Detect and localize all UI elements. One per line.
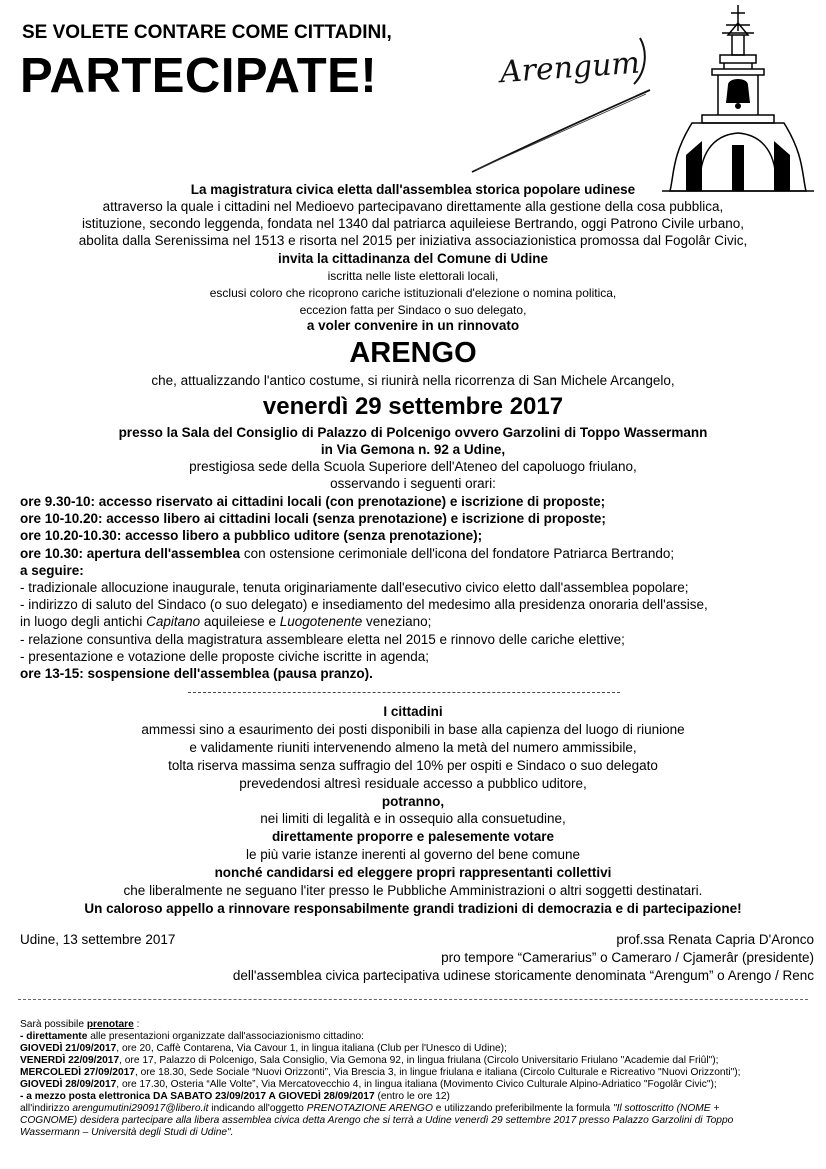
footer-text: e utilizzando preferibilmente la formula <box>432 1103 613 1114</box>
body-line: I cittadini <box>383 704 443 719</box>
schedule-text: in luogo degli antichi <box>20 614 147 629</box>
signatory-role: pro tempore “Camerarius” o Cameraro / Cjamerâr (presidente) <box>441 950 814 965</box>
venue-line: osservando i seguenti orari: <box>330 476 496 491</box>
body-line: Un caloroso appello a rinnovare responsabilmente grandi tradizioni di democrazia e di partecipazione! <box>84 901 742 916</box>
body-line: potranno, <box>381 794 445 809</box>
footer-line: COGNOME) desidera partecipare alla libera assemblea civica detta Arengo che si terrà a Udine venerdì 29 settembre 2017 presso Palazzo Garzolini di Toppo <box>20 1115 734 1126</box>
intro-line: istituzione, secondo leggenda, fondata nel 1340 dal patriarca aquileiese Bertrando, oggi Patrono Civile urbano, <box>82 216 744 231</box>
event-title: ARENGO <box>349 337 477 369</box>
body-line: tolta riserva massima senza suffragio del 10% per ospiti e Sindaco o suo delegato <box>168 758 658 773</box>
schedule-item <box>20 614 431 630</box>
footer-line: Wassermann – Università degli Studi di Udine". <box>20 1127 234 1138</box>
headline-small: SE VOLETE CONTARE COME CITTADINI, <box>22 22 392 43</box>
intro-line: eccezion fatta per Sindaco o suo delegato, <box>299 303 527 317</box>
footer-text: , ore 17, Palazzo di Polcenigo, Sala Consiglio, Via Gemona 92, in lingua friulana (Circolo Universitario Friulano "Academie dal Friûl"); <box>119 1055 719 1066</box>
body-line: e validamente riuniti intervenendo almeno la metà del numero ammissibile, <box>189 740 637 755</box>
venue-line: in Via Gemona n. 92 a Udine, <box>320 442 506 457</box>
footer-line <box>20 1055 718 1067</box>
footer-text: , ore 20, Caffè Contarena, Via Cavour 1, in lingua italiana (Club per l'Unesco di Udine); <box>116 1043 507 1054</box>
footer-text: , ore 18.30, Sede Sociale “Nuovi Orizzonti”, Via Brescia 3, in lingue friulana e italiana (Circolo Culturale e Ricreativo "Nuovi Orizzonti"); <box>134 1067 741 1078</box>
intro-line: La magistratura civica eletta dall'assemblea storica popolare udinese <box>190 182 636 197</box>
schedule-text: aquileiese e <box>200 614 280 629</box>
schedule-text-italic: Luogotenente <box>279 614 363 629</box>
footer-line <box>20 1103 719 1115</box>
schedule-item: - relazione consuntiva della magistratura assembleare eletta nel 2015 e rinnovo delle cariche elettive; <box>20 632 625 647</box>
schedule-item: - tradizionale allocuzione inaugurale, tenuta originariamente dall'esecutivo civico eletto dall'assemblea popolare; <box>20 580 689 595</box>
footer-text-italic: "Il sottoscritto (NOME + <box>612 1103 720 1114</box>
schedule-item: ore 10-10.20: accesso libero ai cittadini locali (senza prenotazione) e iscrizione di proposte; <box>20 511 606 526</box>
divider <box>188 692 620 693</box>
intro-line: esclusi coloro che ricoprono cariche istituzionali d'elezione o nomina politica, <box>209 286 617 300</box>
footer-text-italic: PRENOTAZIONE ARENGO <box>306 1103 433 1114</box>
footer-text: , ore 17.30, Osteria “Alle Volte”, Via Mercatovecchio 4, in lingua italiana (Movimento Civico Culturale Alpino-Adriatico "Fogolâr Civic"); <box>116 1079 717 1090</box>
footer-text-bold: MERCOLEDÌ 27/09/2017 <box>20 1067 135 1078</box>
footer-line <box>20 1067 741 1079</box>
bell-tower-icon <box>662 5 814 193</box>
schedule-item: ore 10.20-10.30: accesso libero a pubblico uditore (senza prenotazione); <box>20 528 483 543</box>
footer-text: all'indirizzo <box>20 1103 73 1114</box>
email-link[interactable]: arengumutini290917@libero.it <box>72 1103 209 1114</box>
body-line: nei limiti di legalità e in ossequio alla consuetudine, <box>260 811 566 826</box>
schedule-text: veneziano; <box>362 614 432 629</box>
footer-line <box>20 1079 717 1091</box>
event-date: venerdì 29 settembre 2017 <box>262 393 564 420</box>
schedule-item: ore 13-15: sospensione dell'assemblea (pausa pranzo). <box>20 666 373 681</box>
intro-line: attraverso la quale i cittadini nel Medioevo partecipavano direttamente alla gestione della cosa pubblica, <box>102 199 724 214</box>
footer-text: indicando all'oggetto <box>208 1103 307 1114</box>
schedule-item: a seguire: <box>20 563 84 578</box>
schedule-time: ore 10.30: apertura dell'assemblea <box>20 546 241 561</box>
body-line: prevedendosi altresì residuale accesso a pubblico uditore, <box>239 776 587 791</box>
footer-text-bold: prenotare <box>86 1019 134 1030</box>
body-line: ammessi sino a esaurimento dei posti disponibili in base alla capienza del luogo di riunione <box>141 722 685 737</box>
footer-text-bold: - a mezzo posta elettronica DA SABATO 23/09/2017 A GIOVEDÌ 28/09/2017 <box>20 1091 375 1102</box>
place-date: Udine, 13 settembre 2017 <box>20 932 176 947</box>
venue-line: presso la Sala del Consiglio di Palazzo di Polcenigo ovvero Garzolini di Toppo Wassermann <box>118 425 708 440</box>
footer-text: Sarà possibile <box>20 1019 87 1030</box>
intro-line: iscritta nelle liste elettorali locali, <box>327 269 499 283</box>
footer-text: (entro le ore 12) <box>374 1091 450 1102</box>
intro-line: abolita dalla Serenissima nel 1513 e risorta nel 2015 per iniziativa associazionistica promossa dal Fogolâr Civic, <box>78 233 748 248</box>
footer-text-bold: GIOVEDÌ 21/09/2017 <box>20 1043 117 1054</box>
footer-line <box>20 1031 364 1043</box>
footer-text-bold: GIOVEDÌ 28/09/2017 <box>20 1079 117 1090</box>
schedule-item: ore 9.30-10: accesso riservato ai cittadini locali (con prenotazione) e iscrizione di proposte; <box>20 494 606 509</box>
footer-text-bold: - direttamente <box>20 1031 88 1042</box>
headline-large: PARTECIPATE! <box>20 49 378 103</box>
divider <box>18 999 808 1000</box>
arengum-signature-image <box>462 20 662 180</box>
footer-text-bold: VENERDÌ 22/09/2017 <box>20 1055 120 1066</box>
body-line: nonché candidarsi ed eleggere propri rappresentanti collettivi <box>214 865 612 880</box>
intro-line: a voler convenire in un rinnovato <box>306 318 520 333</box>
signatory-name: prof.ssa Renata Capria D'Aronco <box>616 932 814 947</box>
footer-text: alle presentazioni organizzate dall'associazionismo cittadino: <box>87 1031 364 1042</box>
schedule-item <box>20 546 674 562</box>
footer-line <box>20 1019 140 1031</box>
footer-line <box>20 1091 450 1103</box>
schedule-item: - indirizzo di saluto del Sindaco (o suo delegato) e insediamento del medesimo alla presidenza onoraria dell'assise, <box>20 597 708 612</box>
venue-line: prestigiosa sede della Scuola Superiore dell'Ateneo del capoluogo friulano, <box>189 459 637 474</box>
footer-line <box>20 1043 507 1055</box>
body-line: che liberalmente ne seguano l'iter presso le Pubbliche Amministrazioni o altri soggetti destinatari. <box>123 883 703 898</box>
intro-line: invita la cittadinanza del Comune di Udine <box>277 251 549 266</box>
footer-text: : <box>133 1019 140 1030</box>
body-line: direttamente proporre e palesemente votare <box>271 829 555 844</box>
schedule-text: con ostensione cerimoniale dell'icona del fondatore Patriarca Bertrando; <box>240 546 675 561</box>
body-line: le più varie istanze inerenti al governo del bene comune <box>246 847 580 862</box>
signatory-org: dell'assemblea civica partecipativa udinese storicamente denominata “Arengum” o Arengo / Renc <box>232 968 814 983</box>
svg-text:Arengum: Arengum <box>498 45 641 91</box>
schedule-text-italic: Capitano <box>146 614 201 629</box>
event-subtitle: che, attualizzando l'antico costume, si riunirà nella ricorrenza di San Michele Arcangelo, <box>151 373 675 388</box>
schedule-item: - presentazione e votazione delle proposte civiche iscritte in agenda; <box>20 649 429 664</box>
